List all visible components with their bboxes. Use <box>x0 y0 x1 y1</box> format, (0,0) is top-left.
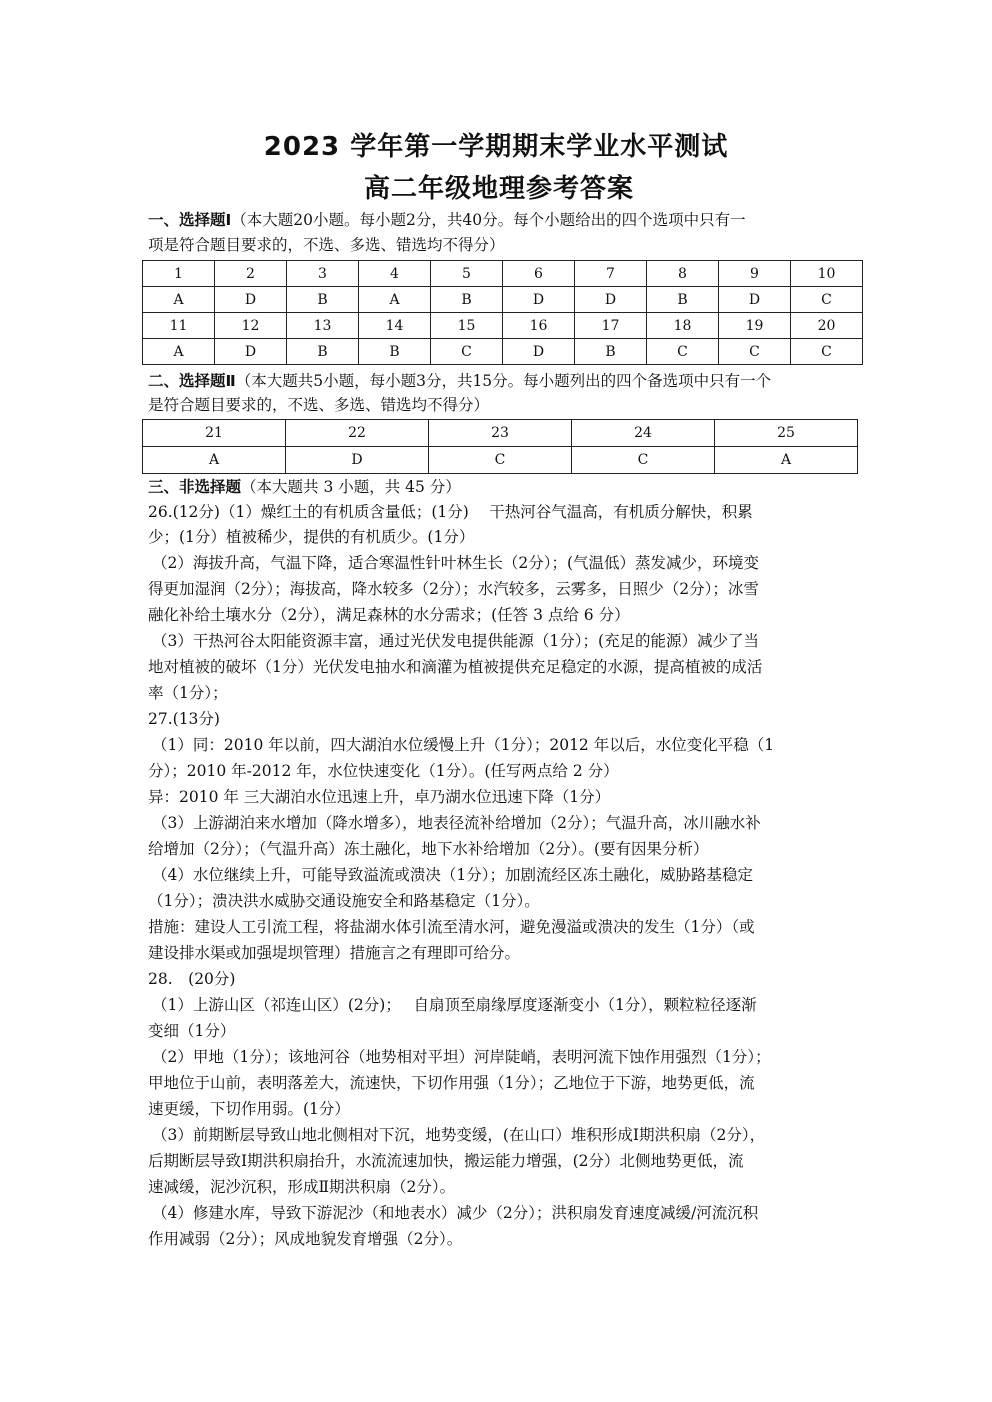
section1-note: （本大题20小题。每小题2分，共40分。每个小题给出的四个选项中只有一 <box>231 211 746 229</box>
answer-cell: A <box>715 447 858 474</box>
exam-title: 2023 学年第一学期期末学业水平测试 <box>263 132 729 162</box>
section2-header <box>148 369 848 394</box>
answer-line: 少；(1分）植被稀少，提供的有机质少。(1分） <box>148 528 475 546</box>
answer-line: 27.(13分) <box>148 710 220 728</box>
question-number: 15 <box>431 313 503 339</box>
section2-note: （本大题共5小题，每小题3分，共15分。每小题列出的四个备选项中只有一个 <box>235 372 772 390</box>
answer-cell: D <box>215 339 287 365</box>
question-number: 2 <box>215 261 287 287</box>
answer-line: （1分）；溃决洪水威胁交通设施安全和路基稳定（1分）。 <box>148 892 540 910</box>
answer-cell: D <box>503 339 575 365</box>
answer-cell: A <box>143 339 215 365</box>
answer-cell: C <box>572 447 715 474</box>
answer-line: （4）水位继续上升，可能导致溢流或溃决（1分）；加剧流经区冻土融化，威胁路基稳定 <box>152 866 753 884</box>
question-number: 10 <box>791 261 863 287</box>
table-row <box>143 261 863 287</box>
question-number: 23 <box>429 420 572 447</box>
answer-cell: A <box>359 287 431 313</box>
question-number: 3 <box>287 261 359 287</box>
answer-line: 措施：建设人工引流工程，将盐湖水体引流至清水河，避免漫溢或溃决的发生（1分）（或 <box>148 918 755 936</box>
question-number: 14 <box>359 313 431 339</box>
answer-line: 28. (20分) <box>148 970 236 988</box>
question-number: 11 <box>143 313 215 339</box>
question-number: 7 <box>575 261 647 287</box>
question-number: 24 <box>572 420 715 447</box>
section3-heading: 三、非选择题 <box>148 478 242 496</box>
question-number: 17 <box>575 313 647 339</box>
answer-line: （2）海拔升高，气温下降，适合寒温性针叶林生长（2分）；(气温低）蒸发减少，环境变 <box>152 554 760 572</box>
answer-cell: D <box>286 447 429 474</box>
question-number: 18 <box>647 313 719 339</box>
answer-cell: B <box>431 287 503 313</box>
answer-line: （4）修建水库，导致下游泥沙（和地表水）减少（2分）；洪积扇发育速度减缓/河流沉积 <box>152 1204 759 1222</box>
answer-line: （3）前期断层导致山地北侧相对下沉，地势变缓，(在山口）堆积形成Ⅰ期洪积扇（2分）， <box>152 1126 766 1144</box>
table-row <box>143 420 858 447</box>
answer-cell: B <box>575 339 647 365</box>
section3-header <box>148 475 848 500</box>
section2-note-cont: 是符合题目要求的，不选、多选、错选均不得分） <box>148 396 490 414</box>
answer-line: 甲地位于山前，表明落差大，流速快，下切作用强（1分）；乙地位于下游，地势更低，流 <box>148 1074 755 1092</box>
question-number: 8 <box>647 261 719 287</box>
question-number: 1 <box>143 261 215 287</box>
answer-line: 得更加湿润（2分）；海拔高，降水较多（2分）；水汽较多，云雾多，日照少（2分）；冰雪 <box>148 580 759 598</box>
question-number: 12 <box>215 313 287 339</box>
answer-line: 变细（1分） <box>148 1022 236 1040</box>
answer-cell: C <box>647 339 719 365</box>
question-number: 25 <box>715 420 858 447</box>
question-number: 21 <box>143 420 286 447</box>
table-row <box>143 287 863 313</box>
answer-line: 异：2010 年 三大湖泊水位迅速上升，卓乃湖水位迅速下降（1分） <box>148 788 611 806</box>
answer-line: 给增加（2分）；（气温升高）冻土融化，地下水补给增加（2分）。(要有因果分析） <box>148 840 709 858</box>
question-number: 6 <box>503 261 575 287</box>
answer-line: 26.(12分)（1）燥红土的有机质含量低；(1分) 干热河谷气温高，有机质分解快，积累 <box>148 503 753 521</box>
section3-note: （本大题共 3 小题，共 45 分） <box>241 478 461 496</box>
answer-line: （3）上游湖泊来水增加（降水增多），地表径流补给增加（2分）；气温升高，冰川融水补 <box>152 814 761 832</box>
answer-line: （1）同：2010 年以前，四大湖泊水位缓慢上升（1分）；2012 年以后，水位变化平稳（1 <box>152 736 775 754</box>
question-number: 9 <box>719 261 791 287</box>
answer-cell: C <box>791 287 863 313</box>
answer-cell: B <box>647 287 719 313</box>
answer-line: 融化补给土壤水分（2分），满足森林的水分需求；(任答 3 点给 6 分） <box>148 606 630 624</box>
answer-cell: C <box>791 339 863 365</box>
section1-heading: 一、选择题Ⅰ <box>148 211 232 229</box>
answer-line: 分）；2010 年-2012 年，水位快速变化（1分）。(任写两点给 2 分） <box>148 762 619 780</box>
table-row <box>143 313 863 339</box>
answer-cell: B <box>359 339 431 365</box>
answer-cell: C <box>719 339 791 365</box>
answer-line: 后期断层导致Ⅰ期洪积扇抬升，水流流速加快，搬运能力增强，(2分）北侧地势更低，流 <box>148 1152 744 1170</box>
table-row <box>143 447 858 474</box>
answer-line: 建设排水渠或加强堤坝管理）措施言之有理即可给分。 <box>148 944 521 962</box>
answer-line: 地对植被的破坏（1分）光伏发电抽水和滴灌为植被提供充足稳定的水源，提高植被的成活 <box>148 658 763 676</box>
answer-line: 作用减弱（2分）；风成地貌发育增强（2分）。 <box>148 1230 463 1248</box>
answer-cell: B <box>287 339 359 365</box>
answer-cell: D <box>503 287 575 313</box>
answer-line: 速更缓，下切作用弱。(1分） <box>148 1100 350 1118</box>
answer-line: 速减缓，泥沙沉积，形成Ⅱ期洪积扇（2分）。 <box>148 1178 456 1196</box>
answer-cell: A <box>143 447 286 474</box>
answer-table-2 <box>142 419 858 474</box>
answer-line: （3）干热河谷太阳能资源丰富，通过光伏发电提供能源（1分）；(充足的能源）减少了当 <box>152 632 760 650</box>
answer-line: （2）甲地（1分）；该地河谷（地势相对平坦）河岸陡峭，表明河流下蚀作用强烈（1分）； <box>152 1048 771 1066</box>
answer-cell: D <box>215 287 287 313</box>
answer-cell: C <box>431 339 503 365</box>
answer-table-1 <box>142 260 863 365</box>
question-number: 13 <box>287 313 359 339</box>
answer-line: （1）上游山区（祁连山区）(2分)； 自扇顶至扇缘厚度逐渐变小（1分），颗粒粒径逐渐 <box>152 996 757 1014</box>
section2-heading: 二、选择题Ⅱ <box>148 372 236 390</box>
question-number: 5 <box>431 261 503 287</box>
question-number: 22 <box>286 420 429 447</box>
table-row <box>143 339 863 365</box>
section1-header <box>148 208 848 233</box>
answer-cell: D <box>575 287 647 313</box>
answer-cell: A <box>143 287 215 313</box>
exam-subtitle: 高二年级地理参考答案 <box>363 174 634 204</box>
answer-cell: C <box>429 447 572 474</box>
section1-note-cont: 项是符合题目要求的，不选、多选、错选均不得分） <box>148 236 505 254</box>
question-number: 16 <box>503 313 575 339</box>
answer-line: 率（1分）； <box>148 684 228 702</box>
question-number: 20 <box>791 313 863 339</box>
answer-cell: D <box>719 287 791 313</box>
question-number: 4 <box>359 261 431 287</box>
question-number: 19 <box>719 313 791 339</box>
answer-cell: B <box>287 287 359 313</box>
